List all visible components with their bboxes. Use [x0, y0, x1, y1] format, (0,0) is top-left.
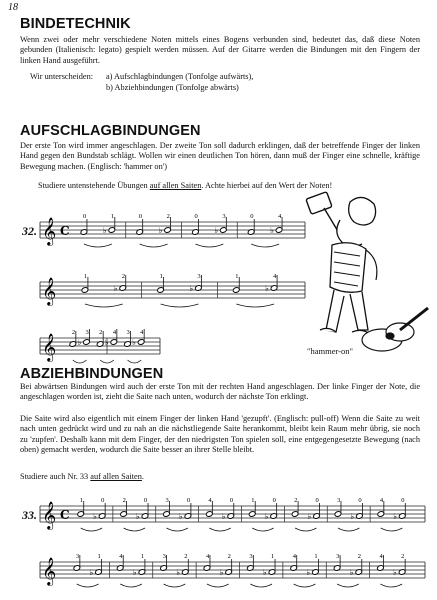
distinguish-label: Wir unterscheiden: [30, 72, 94, 81]
flat-icon: ♭ [349, 568, 354, 577]
slur [161, 304, 199, 307]
fingering-number: 3 [85, 329, 89, 336]
flat-icon: ♭ [214, 226, 219, 235]
hammer-on-paragraph: Der erste Ton wird immer angeschlagen. Der zweite Ton soll dadurch erklingen, daß der betreffende Finger der linken Hand gegen den Bundstab schlägt. Wollen wir einen deutlichen Ton hören, dann muß der Finger eine schnelle, kräftige Bewegung machen. (Englisch: 'hammer on') [20, 141, 420, 171]
flat-icon: ♭ [265, 284, 269, 293]
option-a: a) Aufschlagbindungen (Tonfolge aufwärts), [106, 72, 254, 81]
heading-bindetechnik: BINDETECHNIK [20, 16, 131, 32]
flat-icon: ♭ [89, 568, 94, 577]
slur [252, 528, 273, 531]
slur [250, 584, 272, 587]
flat-icon: ♭ [306, 568, 311, 577]
fingering-number: 2 [294, 497, 298, 504]
fingering-number: 2 [121, 273, 125, 280]
slur [294, 584, 316, 587]
flat-icon: ♭ [132, 338, 136, 347]
slur [381, 528, 402, 531]
flat-icon: ♭ [393, 512, 398, 521]
flat-icon: ♭ [270, 226, 274, 235]
fingering-number: 2 [122, 497, 126, 504]
fingering-number: 4 [278, 213, 282, 220]
fingering-number: 0 [250, 213, 254, 220]
flat-icon: ♭ [264, 512, 269, 521]
study-instruction-33 [20, 472, 144, 482]
slur [140, 244, 168, 247]
slur [195, 244, 223, 247]
treble-clef-icon: 𝄞 [42, 217, 57, 245]
flat-icon: ♭ [113, 284, 118, 293]
fingering-number: 0 [229, 497, 234, 504]
hammer-cartoon-illustration [290, 190, 430, 360]
fingering-number: 3 [336, 497, 341, 504]
fingering-number: 2 [99, 329, 103, 336]
fingering-number: 4 [112, 329, 117, 336]
treble-clef-icon: 𝄞 [42, 277, 57, 305]
fingering-number: 3 [249, 553, 253, 560]
treble-clef-icon: 𝄞 [42, 333, 57, 361]
pull-off-paragraph-2: Die Saite wird also eigentlich mit einem Finger der linken Hand 'gezupft'. (Englisch: pull-off) Wenn die Saite zu weit nach unten gedrückt wird und zu nah an die nächstliegende Saite herankommt, bleibt kein Raum mehr übrig, sie noch zu 'zupfen'. Deshalb kann mit dem Finger, der den niedrigsten Ton spielen soll, eine entgegengesetzte Bewegung (nach oben) gemacht werden, wodurch die Saite besser an ihrer Stelle bleibt. [20, 414, 420, 454]
fingering-number: 2 [401, 553, 405, 560]
fingering-number: 3 [126, 329, 130, 336]
treble-clef-icon: 𝄞 [42, 557, 57, 585]
time-signature-icon: C [60, 508, 70, 522]
study-instruction-32 [38, 181, 332, 191]
fingering-number: 1 [314, 553, 318, 560]
fingering-number: 0 [315, 497, 319, 504]
study-prefix: Studiere auch Nr. 33 [20, 472, 91, 481]
fingering-number: 0 [101, 497, 105, 504]
fingering-number: 4 [119, 553, 123, 560]
flat-icon: ♭ [77, 338, 82, 347]
flat-icon: ♭ [263, 568, 267, 577]
fingering-number: 4 [140, 329, 144, 336]
fingering-number: 1 [271, 553, 275, 560]
music-staff-32-row1 [40, 208, 305, 253]
music-staff-32-row3 [40, 324, 160, 369]
fingering-number: 1 [251, 497, 255, 504]
fingering-number: 4 [273, 273, 277, 280]
fingering-number: 3 [197, 273, 201, 280]
fingering-number: 3 [222, 213, 226, 220]
slur [164, 584, 186, 587]
fingering-number: 0 [358, 497, 362, 504]
intro-paragraph: Wenn zwei oder mehr verschiedene Noten mittels eines Bogens verbunden sind, bedeutet das, daß diese Noten gebunden (Italienisch: legato) gespielt werden müssen. Auf der Gitarre werden die Bindungen mit den Fingern der linken Hand ausgeführt. [20, 35, 420, 65]
flat-icon: ♭ [350, 512, 355, 521]
fingering-number: 0 [138, 213, 142, 220]
flat-icon: ♭ [132, 568, 137, 577]
slur [209, 528, 230, 531]
flat-icon: ♭ [178, 512, 183, 521]
fingering-number: 4 [292, 553, 296, 560]
slur [100, 360, 114, 363]
music-staff-33-row2 [40, 548, 425, 593]
pull-off-paragraph-1: Bei abwärtsen Bindungen wird auch der erste Ton mit der rechten Hand angeschlagen. Der linke Finger der Note, die angeschlagen worden ist, zieht die Saite nach unten, wodurch der nächste Ton erklingt. [20, 382, 420, 402]
study-suffix: . Achte hierbei auf den Wert der Noten! [201, 181, 333, 190]
heading-aufschlagbindungen: AUFSCHLAGBINDUNGEN [20, 123, 201, 139]
fingering-number: 0 [186, 497, 191, 504]
flat-icon: ♭ [219, 568, 224, 577]
heading-abziehbindungen: ABZIEHBINDUNGEN [20, 366, 164, 382]
fingering-number: 1 [110, 213, 115, 220]
slur [236, 304, 274, 307]
study-underlined: auf allen Saiten [90, 472, 142, 481]
fingering-number: 3 [165, 497, 169, 504]
treble-clef-icon: 𝄞 [42, 501, 57, 529]
fingering-number: 0 [82, 213, 87, 220]
slur [124, 528, 145, 531]
music-staff-32-row2 [40, 268, 305, 313]
fingering-number: 3 [162, 553, 166, 560]
exercise-number-32: 32. [22, 224, 37, 238]
slur [77, 584, 99, 587]
music-staff-33-row1 [40, 492, 425, 537]
time-signature-icon: C [60, 224, 70, 238]
fingering-number: 2 [166, 213, 170, 220]
flat-icon: ♭ [307, 512, 312, 521]
option-b: b) Abziehbindungen (Tonfolge abwärts) [106, 83, 239, 92]
flat-icon: ♭ [136, 512, 140, 521]
slur [337, 584, 359, 587]
fingering-number: 0 [144, 497, 148, 504]
fingering-number: 3 [75, 553, 80, 560]
fingering-number: 4 [205, 553, 210, 560]
slur [338, 528, 359, 531]
fingering-number: 0 [194, 213, 198, 220]
fingering-number: 4 [208, 497, 212, 504]
fingering-number: 2 [357, 553, 362, 560]
slur [85, 304, 123, 307]
hammer-on-caption: "hammer-on" [307, 346, 353, 356]
fingering-number: 3 [336, 553, 340, 560]
fingering-number: 4 [379, 553, 383, 560]
slur [380, 584, 402, 587]
slur [207, 584, 229, 587]
slur [84, 244, 112, 247]
fingering-number: 0 [272, 497, 276, 504]
flat-icon: ♭ [189, 284, 194, 293]
fingering-number: 1 [235, 273, 239, 280]
slur [120, 584, 142, 587]
fingering-number: 2 [71, 329, 76, 336]
slur [251, 244, 279, 247]
fingering-number: 1 [159, 273, 163, 280]
fingering-number: 1 [83, 273, 88, 280]
slur [295, 528, 316, 531]
flat-icon: ♭ [221, 512, 226, 521]
fingering-number: 1 [97, 553, 101, 560]
flat-icon: ♭ [393, 568, 397, 577]
fingering-number: 1 [79, 497, 83, 504]
fingering-number: 2 [184, 553, 188, 560]
flat-icon: ♭ [93, 512, 97, 521]
study-underlined: auf allen Saiten [149, 181, 202, 190]
study-prefix: Studiere untenstehende Übungen [38, 181, 150, 190]
slur [81, 528, 102, 531]
fingering-number: 4 [379, 497, 384, 504]
fingering-number: 1 [140, 553, 145, 560]
flat-icon: ♭ [102, 226, 107, 235]
fingering-number: 0 [401, 497, 405, 504]
fingering-number: 2 [227, 553, 231, 560]
exercise-number-33: 33. [22, 508, 37, 522]
slur [128, 360, 142, 363]
flat-icon: ♭ [104, 338, 109, 347]
slur [73, 360, 87, 363]
flat-icon: ♭ [176, 568, 181, 577]
slur [166, 528, 187, 531]
study-suffix: . [141, 472, 144, 481]
page-number: 18 [8, 2, 18, 13]
flat-icon: ♭ [158, 226, 163, 235]
